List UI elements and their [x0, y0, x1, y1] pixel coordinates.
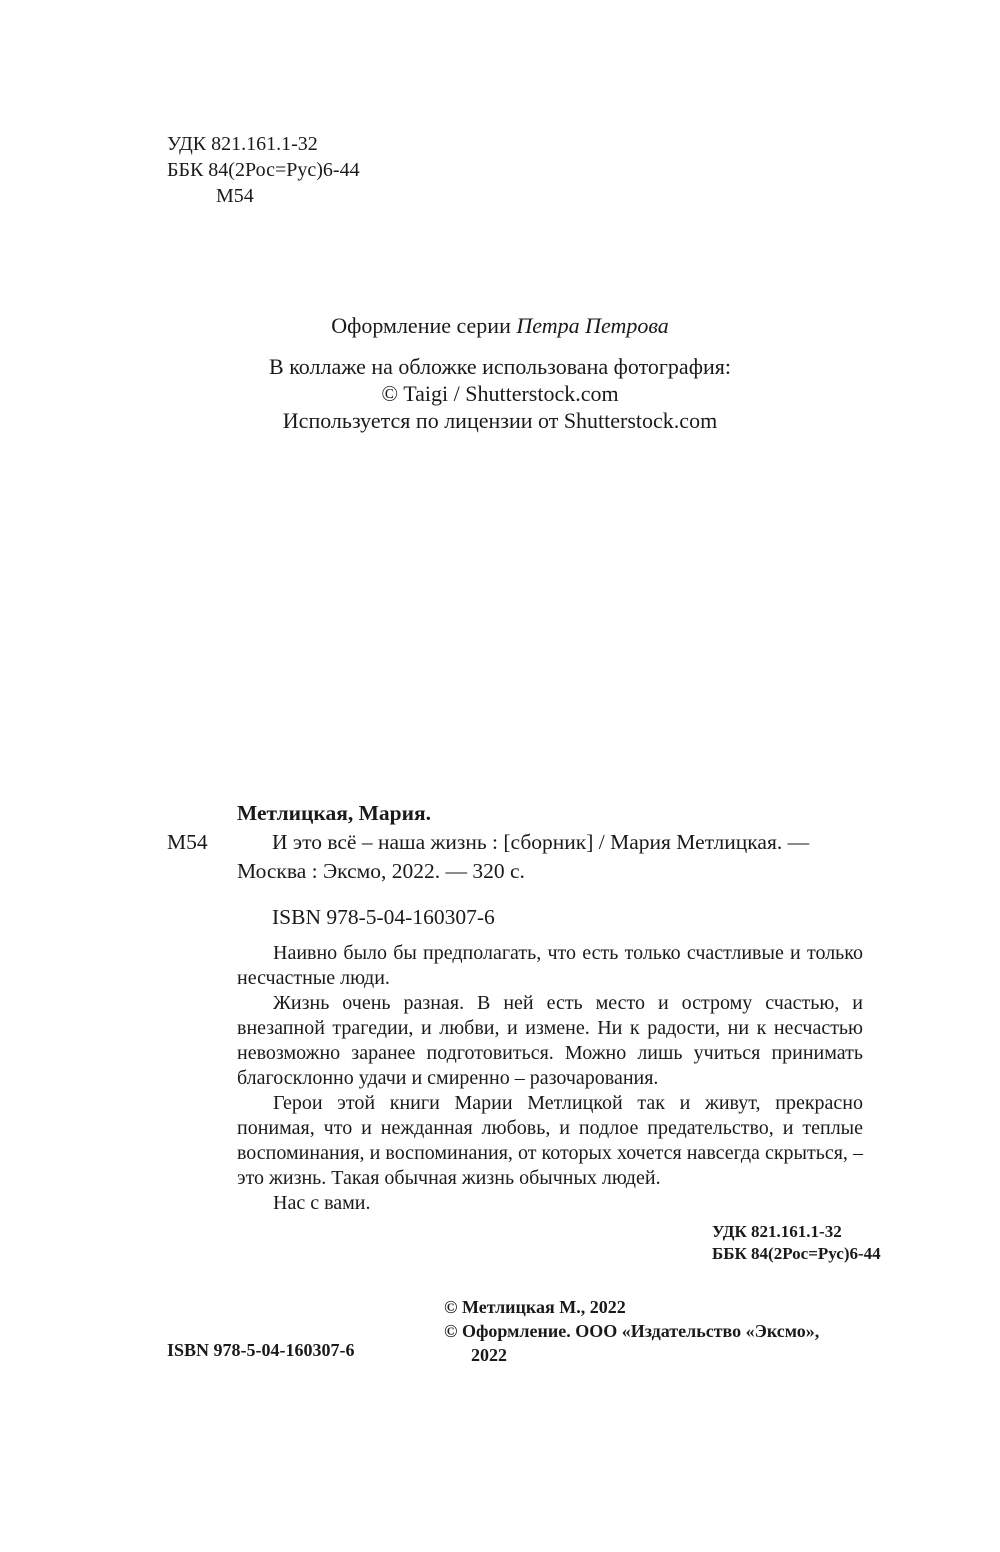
bottom-bbk: ББК 84(2Рос=Рус)6-44 — [712, 1244, 881, 1263]
annotation-paragraph: Нас с вами. — [273, 1192, 371, 1214]
book-isbn: ISBN 978-5-04-160307-6 — [272, 905, 495, 929]
footer-isbn: ISBN 978-5-04-160307-6 — [167, 1340, 355, 1360]
series-design-prefix: Оформление серии — [331, 313, 517, 338]
book-author-heading: Метлицкая, Мария. — [237, 801, 432, 825]
top-author-mark: М54 — [216, 185, 254, 207]
book-author-mark: М54 — [167, 830, 208, 854]
bottom-udk: УДК 821.161.1-32 — [712, 1222, 842, 1241]
annotation-paragraph: Герои этой книги Марии Метлицкой так и живут, прекрасно понимая, что и нежданная любовь, и подлое предательство, и теплые воспоминания, и воспоминания, от которых хочется навсегда скрыться, – это жизнь. Такая обычная жизнь обычных людей. — [237, 1092, 863, 1189]
copyright-design-line-2: 2022 — [471, 1345, 507, 1365]
copyright-block — [444, 1295, 819, 1367]
photo-credit-line-2: © Taigi / Shutterstock.com — [381, 381, 619, 406]
photo-credit-line-3: Используется по лицензии от Shutterstock.com — [282, 408, 718, 433]
book-title-line-1: И это всё – наша жизнь : [сборник] / Мария Метлицкая. — — [272, 830, 810, 854]
top-udk: УДК 821.161.1-32 — [167, 133, 318, 155]
annotation-paragraph: Наивно было бы предполагать, что есть только счастливые и только несчастные люди. — [237, 942, 863, 989]
annotation — [237, 941, 863, 1216]
annotation-paragraph: Жизнь очень разная. В ней есть место и острому счастью, и внезапной трагедии, и любви, и измене. Ни к радости, ни к несчастью невозможно заранее подготовиться. Можно лишь учиться принимать благосклонно удачи и смиренно – разочарования. — [237, 992, 863, 1089]
copyright-design-line-1: © Оформление. ООО «Издательство «Эксмо», — [444, 1321, 820, 1341]
series-design-credit — [0, 311, 1000, 341]
top-bbk: ББК 84(2Рос=Рус)6-44 — [167, 159, 360, 181]
copyright-author: © Метлицкая М., 2022 — [444, 1297, 626, 1317]
series-designer-name: Петра Петрова — [516, 313, 669, 338]
photo-credit-line-1: В коллаже на обложке использована фотография: — [269, 354, 731, 379]
book-title-line-2: Москва : Эксмо, 2022. — 320 с. — [237, 859, 525, 883]
